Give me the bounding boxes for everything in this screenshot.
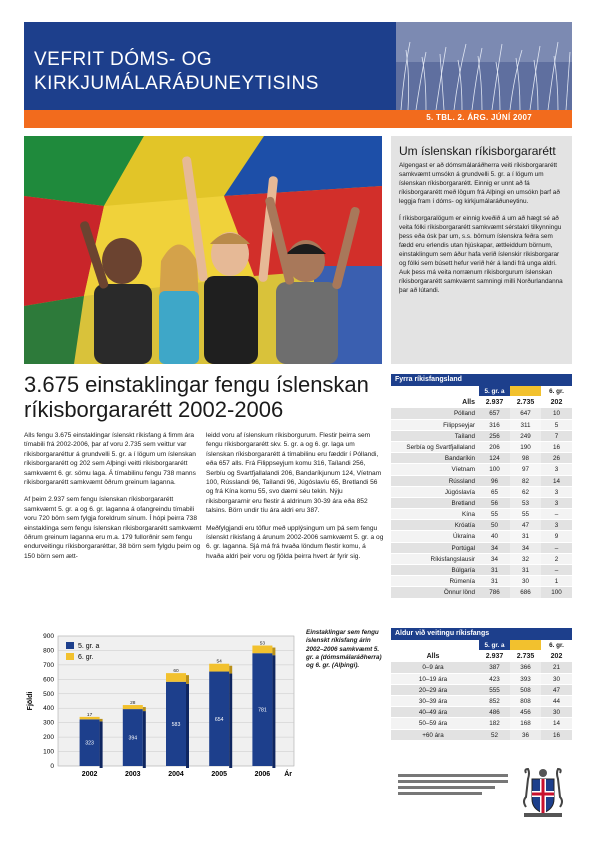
y-tick-label: 300 [43, 719, 54, 727]
table-cell: – [554, 511, 559, 519]
table-cell: 3 [554, 522, 559, 530]
previous-nationality-table [391, 374, 572, 599]
table-cell: Ríkisfangslausir [430, 555, 475, 563]
table-cell: Serbía og Svartfjallaland [406, 443, 475, 451]
y-axis-label: Fjöldi [27, 691, 34, 711]
article-paragraph: Af þeim 2.937 sem fengu íslenskan ríkisborgararétt samkvæmt 5. gr. a og 6. gr. laganna á ofangreindu tímabili voru 720 börn sem fylgja foreldrum sínum. Í hópi þeirra 738 einstaklinga sem fengu íslenskan ríkisborgararétt samkvæmt öðrum greinum laganna eru m.a. 179 fullorðnir sem fengu endurveitingu ríkisborgararéttar, 38 börn sem fylgdu þeim og 150 börn sem ætt- [24, 496, 202, 560]
table-cell: 53 [510, 498, 541, 508]
table-cell: 124 [489, 455, 500, 463]
table-cell: 50 [490, 522, 498, 530]
table-cell: – [554, 544, 559, 552]
table-row [391, 543, 572, 554]
data-label: 323 [85, 740, 94, 747]
table-cell: 30 [552, 675, 560, 683]
table-row [391, 696, 572, 707]
masthead-grass-photo [396, 22, 572, 110]
table-row [391, 442, 572, 453]
bar-gr6 [166, 673, 186, 682]
y-tick-label: 0 [50, 763, 54, 770]
masthead-title-line2: KIRKJUMÁLARÁÐUNEYTISINS [34, 73, 319, 94]
bar-side-shade [229, 674, 232, 768]
bar-gr6 [209, 664, 229, 672]
table-cell: 31 [490, 567, 498, 574]
table-cell: 30 [510, 576, 541, 586]
table-cell: 393 [510, 674, 541, 684]
table-cell: 31 [510, 531, 541, 541]
table-row [391, 476, 572, 487]
table-cell: 3 [554, 466, 559, 474]
table-cell: 486 [489, 709, 500, 717]
children-parachute-photo [24, 136, 382, 364]
bar-side-shade [100, 721, 103, 768]
table-cell: 647 [510, 408, 541, 418]
table-row [391, 520, 572, 531]
data-label: 654 [214, 716, 224, 723]
data-label: 54 [216, 659, 222, 665]
x-axis-label: Ár [284, 771, 292, 778]
bar-side-shade [143, 711, 146, 768]
table-cell: 98 [510, 453, 541, 463]
y-tick-label: 200 [43, 734, 54, 742]
table-cell: – [554, 567, 559, 574]
table-cell: Pólland [453, 410, 475, 418]
table-cell: 5 [554, 421, 559, 429]
table-cell: Rúmenía [449, 578, 475, 586]
table-cell: Portúgal [451, 544, 475, 552]
citizenship-info-box [391, 136, 572, 364]
table-body [391, 408, 572, 598]
legend-label: 5. gr. a [78, 643, 100, 650]
masthead-title [34, 48, 319, 96]
data-label: 60 [173, 669, 179, 675]
coat-of-arms-icon [518, 767, 568, 819]
table-cell: 786 [489, 589, 500, 597]
table-cell: 3 [554, 499, 559, 507]
y-tick-label: 900 [43, 633, 54, 640]
table-cell: 21 [552, 664, 560, 672]
table-header-row [391, 640, 572, 651]
table-cell: 206 [489, 443, 500, 451]
table-cell: 16 [552, 443, 560, 451]
sidebar-title: Um íslenskan ríkisborgararétt [399, 144, 556, 158]
data-label: 17 [86, 712, 93, 718]
table-cell: Búlgaría [451, 567, 475, 574]
table-cell: 100 [551, 589, 562, 597]
y-tick-label: 700 [43, 661, 54, 669]
article-headline: 3.675 einstaklingar fengu íslenskan ríkisborgararétt 2002-2006 [24, 372, 369, 422]
bar-side-shade [272, 655, 275, 768]
x-tick-label: 2004 [168, 771, 184, 778]
table-cell: 40 [490, 533, 498, 541]
table-cell: 62 [510, 487, 541, 497]
table-cell: Filippseyjar [443, 421, 475, 429]
table-cell: 168 [510, 718, 541, 728]
table-row [391, 531, 572, 542]
y-tick-label: 500 [43, 690, 54, 698]
table-row [391, 408, 572, 419]
table-cell: Kína [462, 511, 475, 519]
table-cell: 423 [489, 675, 500, 683]
table-cell: 10 [552, 410, 560, 418]
table-cell: 55 [510, 509, 541, 519]
table-cell: 311 [510, 420, 541, 430]
legend-swatch [66, 642, 74, 649]
bar-side-shade [229, 666, 232, 674]
table-row [391, 730, 572, 741]
table-cell: 686 [510, 587, 541, 597]
table-body [391, 662, 572, 740]
legend-swatch [66, 653, 74, 660]
footer-rule-lines [398, 774, 508, 798]
table-cell: 32 [510, 554, 541, 564]
bar-side-shade [272, 648, 275, 656]
citizenship-by-year-chart [24, 628, 306, 788]
table-row [391, 509, 572, 520]
table-row [391, 554, 572, 565]
table-title: Aldur við veitingu ríkisfangs [391, 628, 572, 640]
data-label: 28 [130, 701, 136, 707]
x-tick-label: 2002 [81, 771, 98, 778]
bar-side-shade [100, 719, 103, 721]
chart-svg [24, 628, 306, 788]
data-label: 583 [171, 721, 181, 728]
article-column-2 [206, 431, 384, 569]
table-cell: 508 [510, 685, 541, 695]
bar-side-shade [186, 675, 189, 684]
data-label: 394 [128, 735, 138, 742]
table-cell: 316 [489, 421, 500, 429]
table-cell: Önnur lönd [443, 589, 475, 597]
table-cell: 36 [510, 730, 541, 740]
table-cell: 16 [552, 731, 560, 739]
table-cell: Bandaríkin [444, 455, 475, 463]
table-row [391, 464, 572, 475]
table-cell: 555 [489, 686, 500, 694]
table-row [391, 707, 572, 718]
table-row [391, 565, 572, 576]
table-cell: 0–9 ára [422, 664, 444, 672]
table-cell: Júgóslavía [444, 488, 475, 496]
table-cell: 182 [489, 720, 500, 728]
table-row [391, 662, 572, 673]
table-total-row: Alls 2.937 2.735 202 [391, 397, 572, 408]
table-cell: 55 [490, 511, 498, 519]
table-cell: 1 [554, 578, 559, 586]
table-row [391, 487, 572, 498]
x-tick-label: 2006 [254, 771, 271, 778]
table-cell: 31 [490, 578, 498, 586]
table-total-row: Alls 2.937 2.735 202 [391, 651, 572, 662]
x-tick-label: 2003 [125, 771, 141, 778]
table-title: Fyrra ríkisfangsland [391, 374, 572, 386]
table-cell: 190 [510, 442, 541, 452]
table-cell: 52 [490, 731, 498, 739]
table-cell: 40–49 ára [418, 709, 448, 717]
article-paragraph: leidd voru af íslenskum ríkisborgurum. Flestir þeirra sem fengu ríkisborgararétt skv. 5. gr. a og 6. gr. laga um íslenskan ríkisborgararétt á tímabilinu eru fæddir í Póllandi, eða 657 alls. Frá Filippseyjum komu 316, Taílandi 256, Serbíu og Svartfjallalandi 206, Bandaríkjunum 124, Víetnam 100, Rússlandi 96, Taílandi 96, Júgóslavíu 65, Bretlandi 56 og frá Kína komu 55, svo dæmi séu tekin. Nýju ríkisborgararnir eru flestir á aldrinum 30-39 ára eða 852 talsins. Börn undir tíu ára aldri eru 387. [206, 432, 382, 515]
bar-gr6 [252, 646, 272, 654]
y-tick-label: 600 [43, 676, 54, 684]
age-table [391, 628, 572, 741]
table-col-header: 5. gr. a [479, 386, 510, 396]
y-tick-label: 800 [43, 647, 54, 655]
table-cell: 44 [552, 697, 560, 705]
table-cell: 31 [510, 565, 541, 575]
table-cell: 34 [490, 555, 498, 563]
x-tick-label: 2005 [211, 771, 227, 778]
table-row [391, 420, 572, 431]
table-cell: Taíland [454, 432, 475, 440]
table-cell: Rússland [448, 477, 475, 485]
table-cell: 34 [490, 544, 498, 552]
table-cell: 97 [510, 464, 541, 474]
sidebar-paragraph-2: Í ríkisborgaralögum er einnig kveðið á um að hægt sé að veita fólki ríkisborgararétt samkvæmt sérstakri tilkynningu þess eða ósk þar um, s.s. börnum íslenskra feðra sem fædd eru erlendis utan hjúskapar, ættleiddum börnum, einstaklingum sem áður hafa verið íslenskir ríkisborgarar og fólki sem búsett hefur verið hér á landi frá unga aldri. Auk þess má veita norrænum ríkisborgurum íslenskan ríkisborgararétt samkvæmt samningi milli Norðurlandanna þar að lútandi. [399, 215, 563, 294]
table-cell: 30–39 ára [418, 697, 448, 705]
table-cell: 96 [490, 477, 498, 485]
article-paragraph: Alls fengu 3.675 einstaklingar íslenskt ríkisfang á fimm ára tímabili frá 2002-2006, þar af voru 2.735 sem veittur var ríkisborgararéttur á grundvelli 5. gr. a í lögum um íslenskan ríkisborgararétt og 202 sem Alþingi veitti ríkisborgararétt samkvæmt 6. gr. sömu laga. Á tímabilinu fengu 738 manns ríkisborgararétt samkvæmt öðrum greinum laganna. [24, 432, 196, 487]
table-col-header: 6. gr. [549, 642, 564, 649]
table-cell: 47 [510, 520, 541, 530]
data-label: 53 [259, 641, 266, 647]
legend-label: 6. gr. [78, 654, 94, 661]
table-cell: +60 ára [422, 731, 444, 739]
table-row [391, 498, 572, 509]
table-row [391, 674, 572, 685]
table-cell: 47 [552, 686, 560, 694]
table-cell: 10–19 ára [418, 675, 448, 683]
table-cell: 26 [552, 455, 560, 463]
table-cell: 852 [489, 697, 500, 705]
table-row [391, 453, 572, 464]
table-row [391, 718, 572, 729]
data-label: 781 [258, 707, 267, 714]
table-cell: 65 [490, 488, 498, 496]
masthead-title-line1: VEFRIT DÓMS- OG [34, 49, 213, 70]
table-cell: Bretland [451, 499, 475, 507]
y-tick-label: 400 [43, 705, 54, 713]
table-cell: 808 [510, 696, 541, 706]
table-cell: 456 [510, 707, 541, 717]
table-cell: 56 [490, 499, 498, 507]
table-cell: 9 [554, 533, 559, 541]
table-cell: 2 [554, 555, 559, 563]
table-col-header: 5. gr. a [479, 640, 510, 650]
table-cell: 3 [554, 488, 559, 496]
sidebar-paragraph-1: Algengast er að dómsmálaráðherra veiti ríkisborgararétt samkvæmt umsókn á grundvelli 5. gr. a í lögum um íslenskan ríkisborgararétt. Einnig er unnt að fá ríkisborgararétt með lögum frá Alþingi en umsókn þarf að leggja fram í dóms- og kirkjumálaráðuneytinu. [399, 162, 560, 205]
table-cell: 30 [552, 709, 560, 717]
table-cell: 14 [552, 720, 560, 728]
table-cell: 34 [510, 543, 541, 553]
table-cell: Króatía [454, 522, 475, 530]
article-column-1 [24, 431, 202, 569]
y-tick-label: 100 [43, 748, 54, 756]
table-row [391, 431, 572, 442]
table-cell: Úkraína [452, 533, 475, 541]
table-cell: 100 [489, 466, 500, 474]
table-header-row [391, 386, 572, 397]
table-cell: 657 [489, 410, 500, 418]
bar-side-shade [186, 684, 189, 768]
bar-side-shade [143, 707, 146, 711]
chart-caption: Einstaklingar sem fengu íslenskt ríkisfang árin 2002–2006 samkvæmt 5. gr. a (dómsmálaráðherra) og 6. gr. (Alþingi). [306, 629, 382, 670]
table-cell: 20–29 ára [418, 686, 448, 694]
table-cell: 7 [554, 432, 559, 440]
table-col-header: 6. gr. [549, 388, 564, 395]
table-cell: 387 [489, 664, 500, 672]
table-cell: 50–59 ára [418, 720, 448, 728]
table-row [391, 576, 572, 587]
table-cell: 249 [510, 431, 541, 441]
table-cell: 14 [552, 477, 560, 485]
table-cell: 256 [489, 432, 500, 440]
table-row [391, 587, 572, 598]
table-cell: 366 [510, 662, 541, 672]
issue-bar [24, 110, 572, 128]
table-cell: 82 [510, 476, 541, 486]
table-cell: Víetnam [451, 466, 475, 474]
table-row [391, 685, 572, 696]
issue-label: 5. TBL. 2. ÁRG. JÚNÍ 2007 [426, 113, 532, 122]
article-paragraph: Meðfylgjandi eru töflur með upplýsingum um þá sem fengu íslenskt ríkisfang á árunum 2002-2006 samkvæmt 5. gr. a og 6. gr. laganna. Sjá má frá hvaða löndum flestir komu, á hvaða aldri þeir voru og fjölda þeirra hvert ár fyrir sig. [206, 524, 384, 560]
masthead [24, 22, 572, 110]
